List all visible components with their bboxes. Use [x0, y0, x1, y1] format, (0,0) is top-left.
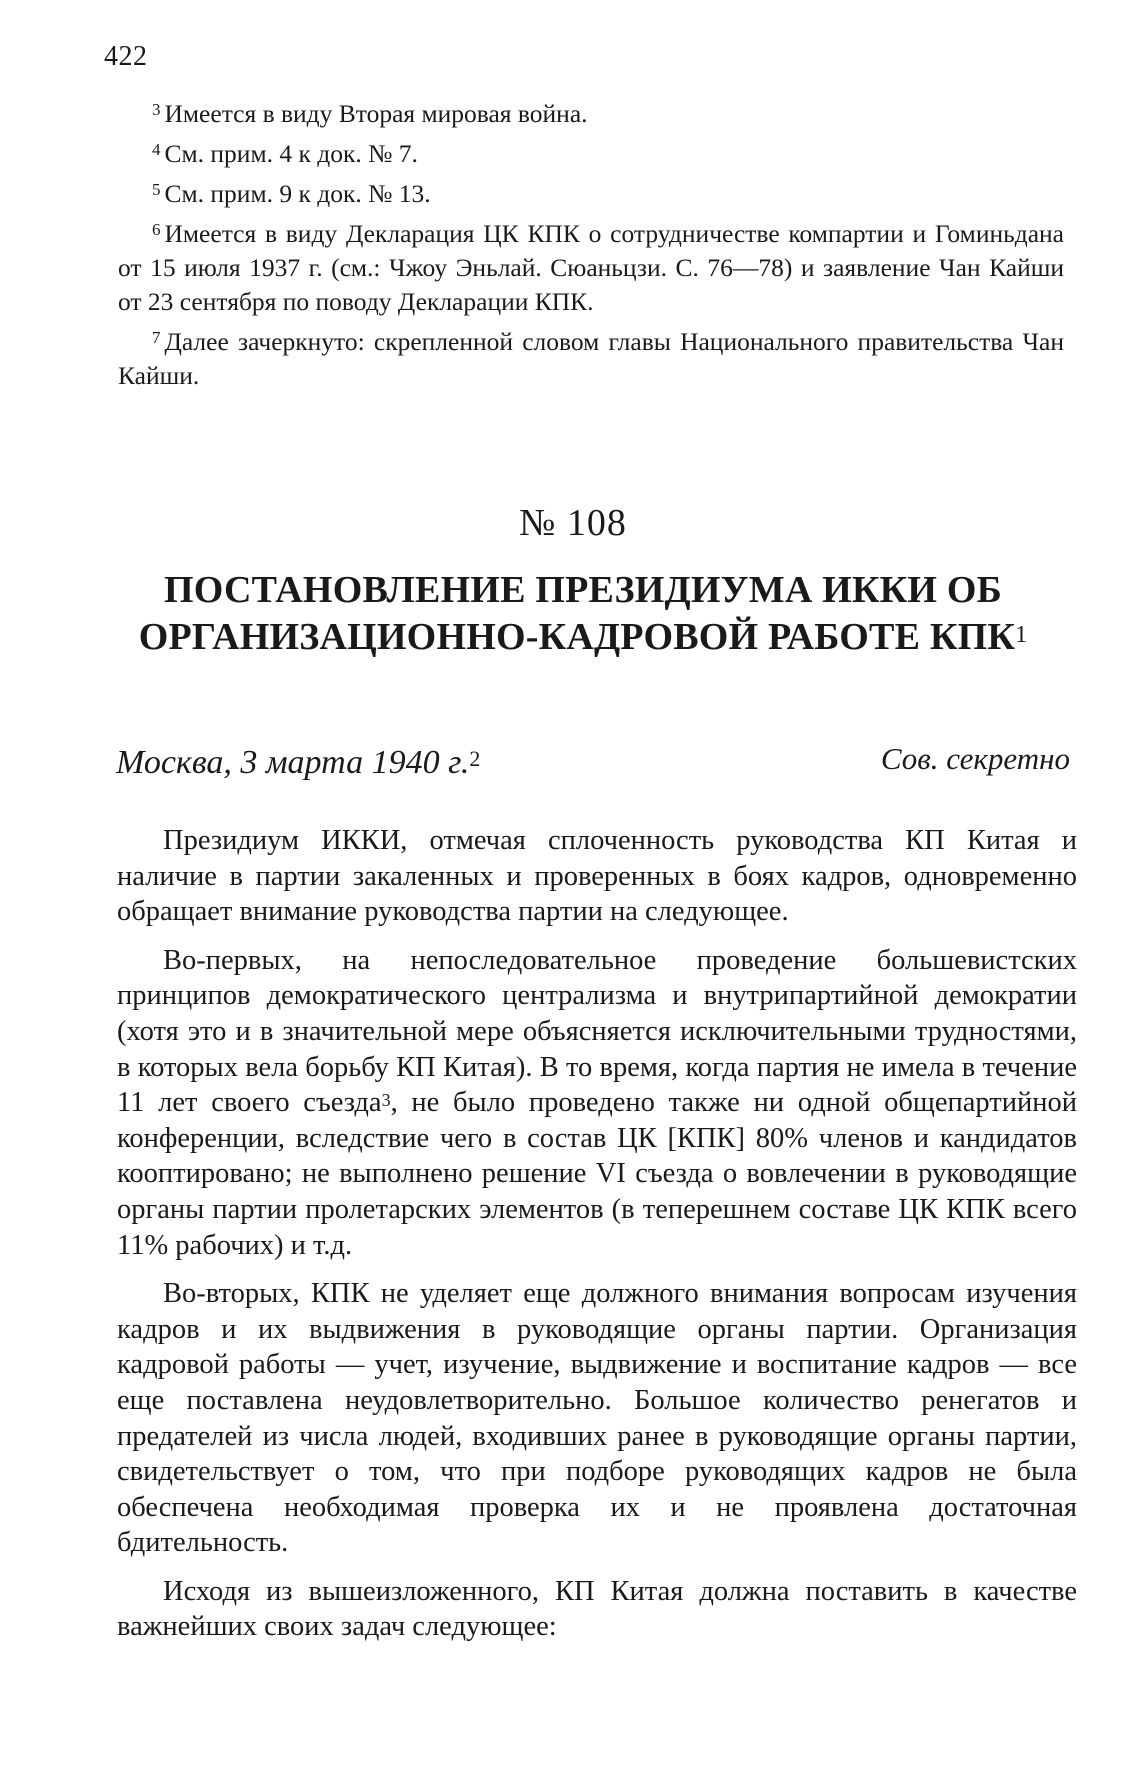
date-footnote-marker: 2 — [469, 746, 481, 771]
paragraph-text: , не было проведено также ни одной общепартийной конференции, вследствие чего в состав ЦК [КПК] 80% членов и кандидатов кооптировано; не выполнено решение VI съезда о вовлечении в руководящие органы партии пролетарских элементов (в теперешнем составе ЦК КПК всего 11% рабочих) и т.д. — [117, 1087, 1078, 1261]
document-title — [100, 567, 1066, 661]
document-body — [117, 823, 1077, 1658]
footnote — [118, 137, 1064, 171]
paragraph-text: Во-первых, на непоследовательное проведение большевистских принципов демократического централизма и внутрипартийной демократии (хотя это и в значительной мере объясняется исключительными трудностями, в которых вела борьбу КП Китая). В то время, когда партия не имела в течение 11 лет своего съезда — [117, 944, 1077, 1119]
footnote-number: 4 — [152, 140, 161, 159]
document-number: № 108 — [519, 502, 627, 544]
footnote — [118, 325, 1064, 393]
paragraph: Президиум ИККИ, отмечая сплоченность руководства КП Китая и наличие в партии закаленных и проверенных в боях кадров, одновременно обращает внимание руководства партии на следующее. — [117, 825, 1077, 928]
footnote-text: См. прим. 9 к док. № 13. — [164, 179, 431, 208]
footnote-number: 5 — [152, 180, 161, 199]
footnote — [118, 177, 1064, 211]
footnote-text: См. прим. 4 к док. № 7. — [164, 139, 418, 168]
title-footnote-marker: 1 — [1015, 622, 1028, 648]
footnote-number: 6 — [152, 220, 161, 239]
document-title-text: ПОСТАНОВЛЕНИЕ ПРЕЗИДИУМА ИККИ ОБ ОРГАНИЗАЦИОННО-КАДРОВОЙ РАБОТЕ КПК — [138, 569, 1016, 658]
footnote — [118, 217, 1064, 319]
footnote-text: Имеется в виду Декларация ЦК КПК о сотрудничестве компартии и Гоминьдана от 15 июля 1937 г. (см.: Чжоу Эньлай. Сюаньцзи. С. 76—78) и заявление Чан Кайши от 23 сентября по поводу Декларации КПК. — [118, 219, 1064, 316]
footnotes — [118, 97, 1064, 399]
footnote — [118, 97, 1064, 131]
footnote-marker: 3 — [381, 1090, 391, 1111]
paragraph: Во-вторых, КПК не уделяет еще должного внимания вопросам изучения кадров и их выдвижения в руководящие органы партии. Организация кадровой работы — учет, изучение, выдвижение и воспитание кадров — все еще поставлена неудовлетворительно. Большое количество ренегатов и предателей из числа людей, входивших ранее в руководящие органы партии, свидетельствует о том, что при подборе руководящих кадров не была обеспечена необходимая проверка их и не проявлена достаточная бдительность. — [117, 1278, 1077, 1559]
footnote-text: Далее зачеркнуто: скрепленной словом главы Национального правительства Чан Кайши. — [118, 327, 1064, 390]
page-number: 422 — [104, 41, 148, 72]
paragraph — [117, 943, 1077, 1263]
footnote-number: 7 — [152, 328, 161, 347]
paragraph: Исходя из вышеизложенного, КП Китая должна поставить в качестве важнейших своих задач следующее: — [117, 1575, 1077, 1643]
classification-label: Сов. секретно — [880, 741, 1070, 776]
footnote-number: 3 — [152, 100, 161, 119]
place-and-date — [116, 742, 480, 784]
place-date-text: Москва, 3 марта 1940 г. — [116, 744, 470, 781]
footnote-text: Имеется в виду Вторая мировая война. — [164, 99, 588, 128]
